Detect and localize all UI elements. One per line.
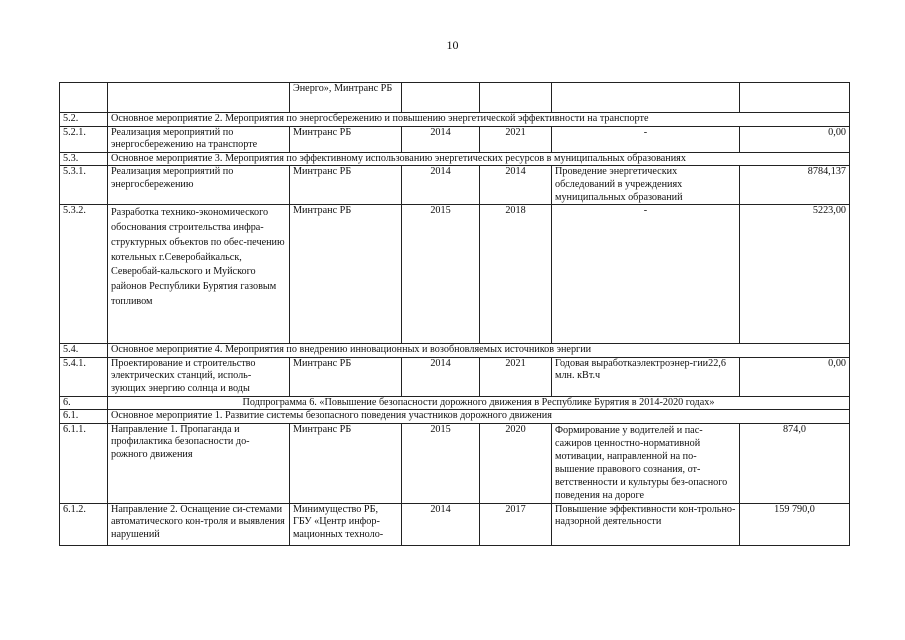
row-number: 5.3.1. [60,166,108,205]
row-number: 5.2.1. [60,126,108,152]
activity-name: Проектирование и строительство электрических станций, исполь-зующих энергию солнца и воды [108,357,290,396]
page-number: 10 [446,38,459,52]
expected-result: Проведение энергетических обследований в учреждениях муниципальных образований [552,166,740,205]
funding-amount: 0,00 [740,126,850,152]
executor: Минтранс РБ [290,357,402,396]
subprogram-row [60,396,850,410]
table-row [60,126,850,152]
start-year [402,83,480,113]
table-row [60,205,850,344]
start-year: 2014 [402,126,480,152]
section-number: 5.4. [60,344,108,358]
section-title: Основное мероприятие 4. Мероприятия по внедрению инновационных и возобновляемых источников энергии [111,344,592,356]
activity-name: Направление 1. Пропаганда и профилактика безопасности до-рожного движения [108,423,290,503]
end-year: 2021 [480,126,552,152]
activity-name: Реализация мероприятий по энергосбережению на транспорте [108,126,290,152]
executor: Минтранс РБ [290,166,402,205]
end-year: 2018 [480,205,552,344]
expected-result: - [552,126,740,152]
section-number: 5.2. [60,113,108,127]
funding-amount: 0,00 [740,357,850,396]
start-year: 2014 [402,503,480,545]
end-year: 2020 [480,423,552,503]
expected-result: - [552,205,740,344]
executor: Минтранс РБ [290,126,402,152]
start-year: 2014 [402,166,480,205]
expected-result: Формирование у водителей и пас-сажиров ценностно-нормативной мотивации, направленной на по-вышение правового сознания, от-ветственности и культуры без-опасного поведения на дороге [552,423,740,503]
section-row [60,152,850,166]
executor: Минимущество РБ, ГБУ «Центр инфор-мационных техноло- [290,503,402,545]
table-row [60,83,850,113]
expected-result: Годовая выработкаэлектроэнер-гии22,6 млн. кВт.ч [552,357,740,396]
expected-result [552,83,740,113]
expected-result: Повышение эффективности кон-трольно-надзорной деятельности [552,503,740,545]
table-row [60,357,850,396]
executor: Энерго», Минтранс РБ [290,83,402,113]
section-title: Основное мероприятие 2. Мероприятия по энергосбережению и повышению энергетической эффективности на транспорте [111,113,649,124]
executor: Минтранс РБ [290,205,402,344]
table-row [60,503,850,545]
section-number: 5.3. [60,152,108,166]
activity-name: Реализация мероприятий по энергосбережению [108,166,290,205]
section-row [60,410,850,424]
end-year [480,83,552,113]
funding-amount: 5223,00 [740,205,850,344]
executor: Минтранс РБ [290,423,402,503]
section-title-cell [108,344,850,358]
end-year: 2014 [480,166,552,205]
section-title-cell [108,113,850,127]
start-year: 2015 [402,423,480,503]
end-year: 2017 [480,503,552,545]
table-row [60,423,850,503]
activity-name: Разработка технико-экономического обоснования строительства инфра-структурных объектов по обес-печению котельных г.Северобайкальск, Северобай-кальского и Муйского районов Республики Бурятия газовым топливом [108,205,290,344]
section-title: Основное мероприятие 3. Мероприятия по эффективному использованию энергетических ресурсов в муниципальных образованиях [111,152,686,164]
row-number [60,83,108,113]
section-number: 6. [60,396,108,410]
section-row [60,113,850,127]
end-year: 2021 [480,357,552,396]
activity-name: Направление 2. Оснащение си-стемами автоматического кон-троля и выявления нарушений [108,503,290,545]
row-number: 6.1.2. [60,503,108,545]
start-year: 2014 [402,357,480,396]
section-title: Основное мероприятие 1. Развитие системы безопасного поведения участников дорожного движения [108,410,850,424]
start-year: 2015 [402,205,480,344]
section-row [60,344,850,358]
row-number: 5.4.1. [60,357,108,396]
program-activities-table [59,82,850,546]
activity-name [108,83,290,113]
table-row [60,166,850,205]
funding-amount: 874,0 [740,423,850,503]
funding-amount: 159 790,0 [740,503,850,545]
section-title-cell [108,152,850,166]
funding-amount: 8784,137 [740,166,850,205]
funding-amount [740,83,850,113]
subprogram-title: Подпрограмма 6. «Повышение безопасности дорожного движения в Республике Бурятия в 2014-2020 годах» [108,396,850,410]
row-number: 5.3.2. [60,205,108,344]
row-number: 6.1.1. [60,423,108,503]
section-number: 6.1. [60,410,108,424]
